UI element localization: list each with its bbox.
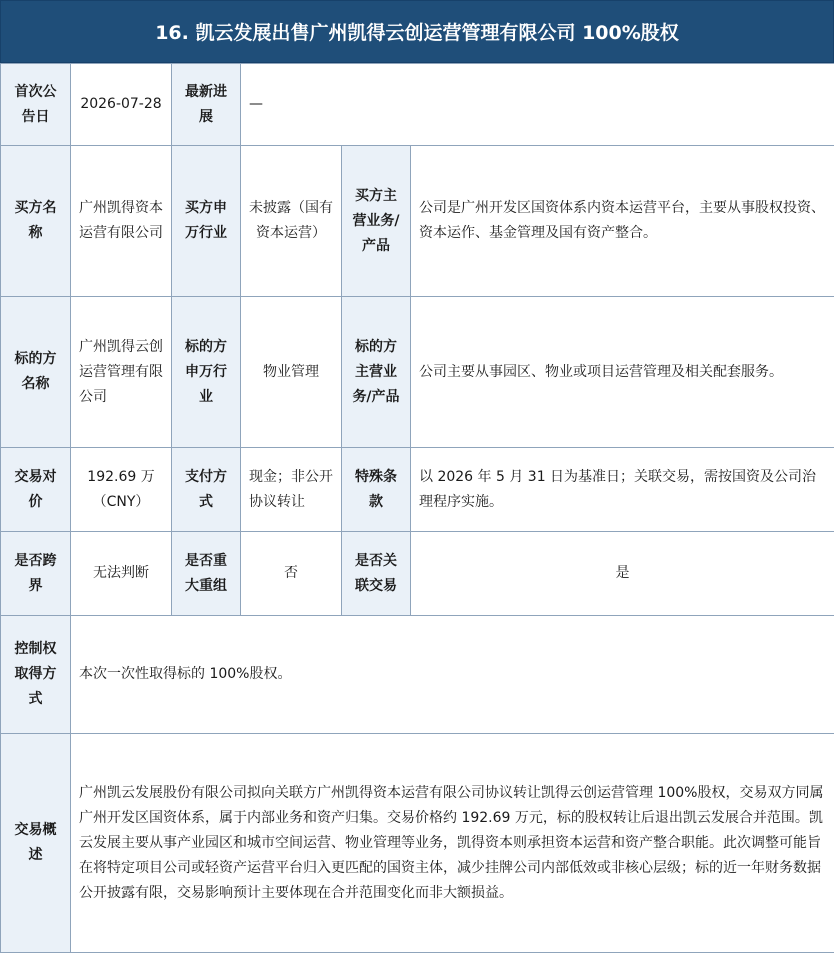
special-terms-label: 特殊条款: [342, 448, 411, 532]
cross-border-label: 是否跨界: [1, 532, 71, 616]
summary-value: 广州凯云发展股份有限公司拟向关联方广州凯得资本运营有限公司协议转让凯得云创运营管理 100%股权，交易双方同属广州开发区国资体系，属于内部业务和资产归集。交易价格约 192.69 万元，标的股权转让后退出凯云发展合并范围。凯云发展主要从事产业园区和城市空间运营、物业管理等业务，凯得资本则承担资本运营和资产整合职能。此次调整可能旨在将特定项目公司或轻资产运营平台归入更匹配的国资主体，减少挂牌公司内部低效或非核心层级；标的近一年财务数据公开披露有限，交易影响预计主要体现在合并范围变化而非大额损益。: [71, 734, 834, 953]
table-row: [1, 532, 834, 616]
cross-border-value: 无法判断: [71, 532, 172, 616]
related-party-value: 是: [411, 532, 834, 616]
table-row: [1, 448, 834, 532]
latest-progress-label: 最新进展: [172, 64, 241, 146]
table-row: [1, 297, 834, 448]
table-row: [1, 616, 834, 734]
buyer-industry-value: 未披露（国有资本运营）: [241, 146, 342, 297]
summary-label: 交易概述: [1, 734, 71, 953]
deal-table: [0, 63, 834, 953]
first-announce-label: 首次公告日: [1, 64, 71, 146]
buyer-industry-label: 买方申万行业: [172, 146, 241, 297]
table-row: [1, 64, 834, 146]
control-method-value: 本次一次性取得标的 100%股权。: [71, 616, 834, 734]
target-business-label: 标的方主营业务/产品: [342, 297, 411, 448]
buyer-name-label: 买方名称: [1, 146, 71, 297]
latest-progress-value: —: [241, 64, 834, 146]
consideration-label: 交易对价: [1, 448, 71, 532]
target-industry-value: 物业管理: [241, 297, 342, 448]
buyer-name-value: 广州凯得资本运营有限公司: [71, 146, 172, 297]
control-method-label: 控制权取得方式: [1, 616, 71, 734]
first-announce-value: 2026-07-28: [71, 64, 172, 146]
table-row: [1, 734, 834, 953]
payment-label: 支付方式: [172, 448, 241, 532]
payment-value: 现金；非公开协议转让: [241, 448, 342, 532]
major-restructure-label: 是否重大重组: [172, 532, 241, 616]
target-industry-label: 标的方申万行业: [172, 297, 241, 448]
related-party-label: 是否关联交易: [342, 532, 411, 616]
special-terms-value: 以 2026 年 5 月 31 日为基准日；关联交易，需按国资及公司治理程序实施。: [411, 448, 834, 532]
buyer-business-label: 买方主营业务/产品: [342, 146, 411, 297]
target-name-value: 广州凯得云创运营管理有限公司: [71, 297, 172, 448]
sheet-title: 16. 凯云发展出售广州凯得云创运营管理有限公司 100%股权: [0, 0, 834, 63]
target-name-label: 标的方名称: [1, 297, 71, 448]
table-row: [1, 146, 834, 297]
target-business-value: 公司主要从事园区、物业或项目运营管理及相关配套服务。: [411, 297, 834, 448]
buyer-business-value: 公司是广州开发区国资体系内资本运营平台，主要从事股权投资、资本运作、基金管理及国有资产整合。: [411, 146, 834, 297]
consideration-value: 192.69 万（CNY）: [71, 448, 172, 532]
major-restructure-value: 否: [241, 532, 342, 616]
